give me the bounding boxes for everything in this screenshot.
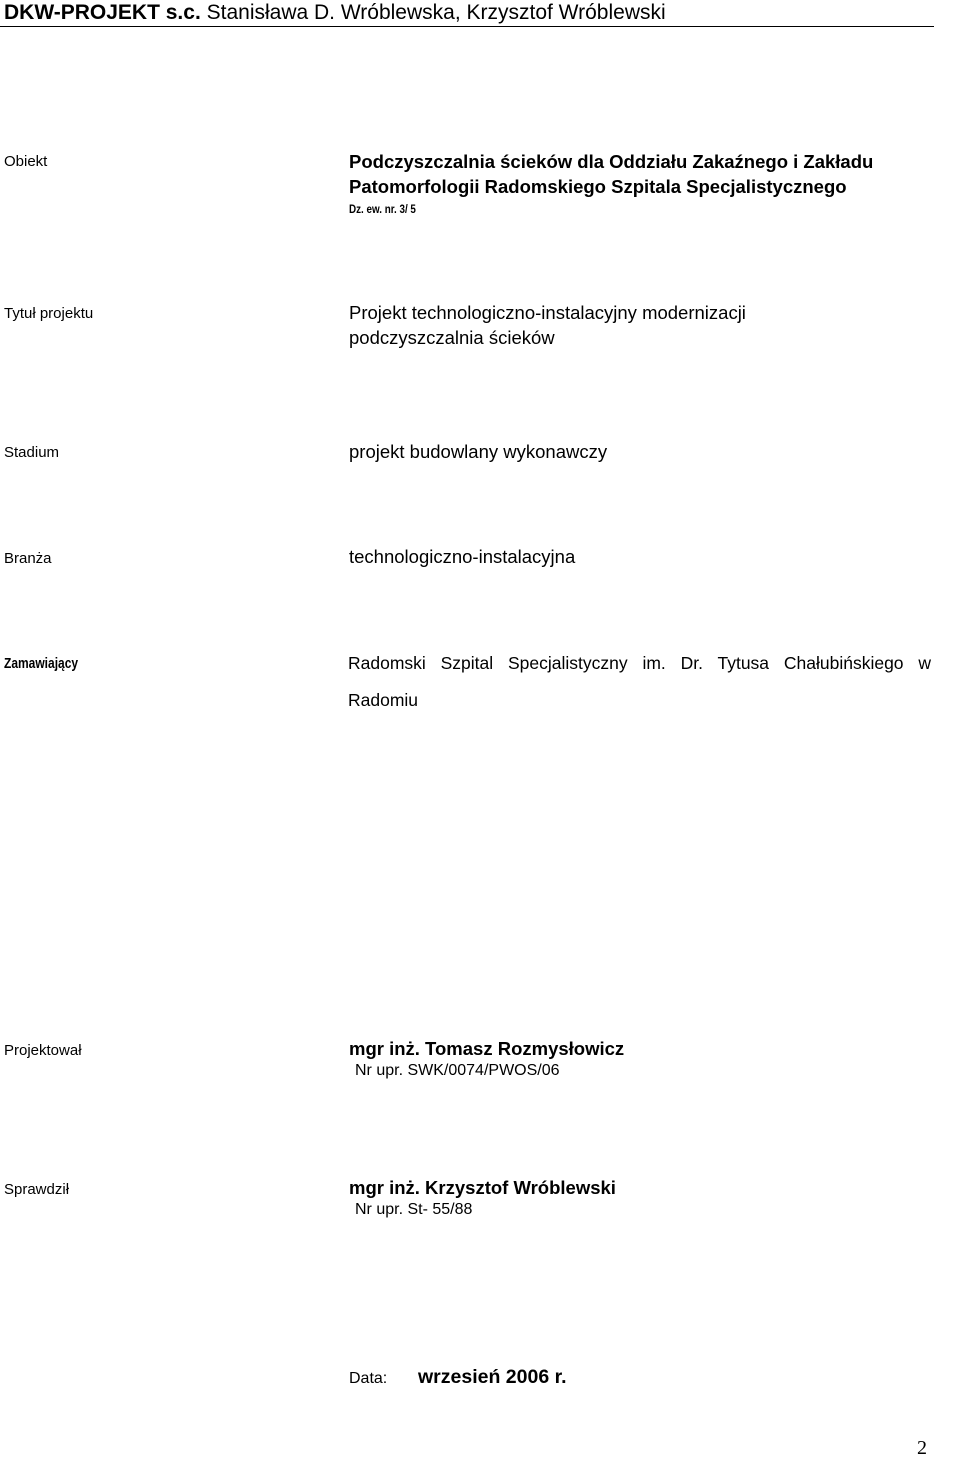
- zamawiajacy-value-line2: Radomiu: [348, 690, 419, 710]
- obiekt-value-line2: Patomorfologii Radomskiego Szpitala Specjalistycznego: [349, 176, 847, 197]
- header-divider: [0, 26, 934, 27]
- tytul-value-line1: Projekt technologiczno-instalacyjny modernizacji: [349, 302, 746, 323]
- obiekt-label: Obiekt: [4, 153, 48, 170]
- date-label: Data:: [349, 1370, 388, 1387]
- sprawdzil-name: mgr inż. Krzysztof Wróblewski: [349, 1177, 616, 1198]
- page-number: 2: [917, 1437, 927, 1459]
- company-owners: Stanisława D. Wróblewska, Krzysztof Wróblewski: [206, 1, 666, 24]
- branza-label: Branża: [4, 550, 52, 567]
- sprawdzil-upr: Nr upr. St- 55/88: [355, 1201, 473, 1218]
- page-header: [4, 0, 666, 26]
- projektowal-upr: Nr upr. SWK/0074/PWOS/06: [355, 1062, 560, 1079]
- branza-value: technologiczno-instalacyjna: [349, 546, 576, 567]
- obiekt-value-line1: Podczyszczalnia ścieków dla Oddziału Zakaźnego i Zakładu: [349, 151, 874, 172]
- zamawiajacy-value-line1: Radomski Szpital Specjalistyczny im. Dr. Tytusa Chałubińskiego w: [348, 653, 931, 673]
- tytul-label: Tytuł projektu: [4, 305, 94, 322]
- tytul-value-line2: podczyszczalnia ścieków: [349, 327, 555, 348]
- projektowal-name: mgr inż. Tomasz Rozmysłowicz: [349, 1038, 625, 1059]
- company-name: DKW-PROJEKT s.c.: [4, 1, 201, 24]
- projektowal-label: Projektował: [4, 1042, 82, 1059]
- stadium-value: projekt budowlany wykonawczy: [349, 441, 608, 462]
- date-value: wrzesień 2006 r.: [418, 1366, 567, 1388]
- stadium-label: Stadium: [4, 444, 60, 461]
- sprawdzil-label: Sprawdził: [4, 1181, 70, 1198]
- zamawiajacy-label: Zamawiający: [4, 655, 79, 672]
- obiekt-ew-number: Dz. ew. nr. 3/ 5: [349, 202, 416, 216]
